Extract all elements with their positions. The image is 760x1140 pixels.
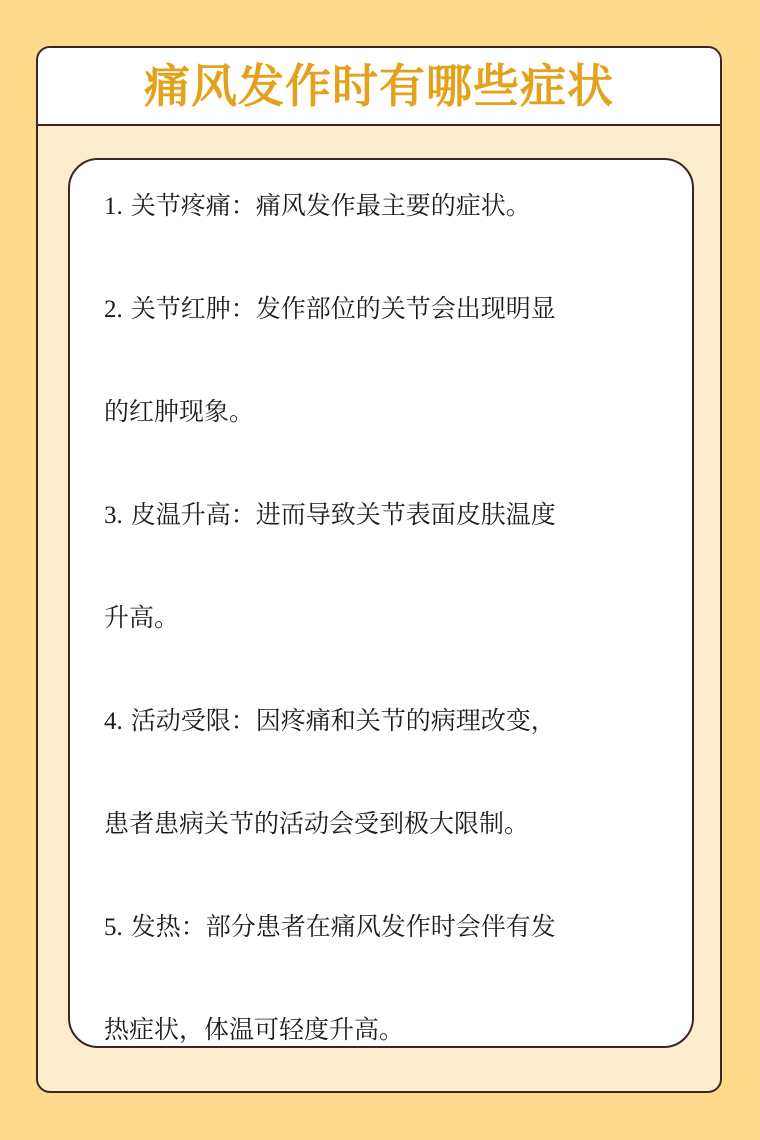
symptom-item-2 [104, 257, 662, 463]
symptom-line [104, 875, 662, 978]
symptom-text: 发热：部分患者在痛风发作时会伴有发 [130, 912, 556, 941]
symptom-panel [68, 158, 694, 1048]
symptom-text: 皮温升高：进而导致关节表面皮肤温度 [130, 500, 556, 529]
info-card [36, 46, 722, 1093]
symptom-item-4 [104, 669, 662, 875]
symptom-number: 1. [104, 193, 123, 220]
symptom-number: 5. [104, 914, 123, 941]
symptom-item-5 [104, 875, 662, 1081]
symptom-line [104, 257, 662, 360]
symptom-line [104, 154, 662, 257]
symptom-item-1 [104, 154, 662, 257]
symptom-number: 4. [104, 708, 123, 735]
symptom-text: 活动受限：因疼痛和关节的病理改变， [130, 706, 556, 735]
title-bar [38, 48, 720, 126]
symptom-number: 3. [104, 502, 123, 529]
symptom-line [104, 463, 662, 566]
page-title: 痛风发作时有哪些症状 [144, 59, 614, 113]
symptom-line-continued: 升高。 [104, 603, 180, 632]
symptom-line [104, 669, 662, 772]
symptom-line-continued: 的红肿现象。 [104, 397, 255, 426]
symptom-item-3 [104, 463, 662, 669]
symptom-line-continued: 热症状，体温可轻度升高。 [104, 1015, 405, 1044]
symptom-text: 关节疼痛：痛风发作最主要的症状。 [130, 191, 531, 220]
symptom-number: 2. [104, 296, 123, 323]
symptom-line-continued: 患者患病关节的活动会受到极大限制。 [104, 809, 530, 838]
symptom-text: 关节红肿：发作部位的关节会出现明显 [130, 294, 556, 323]
